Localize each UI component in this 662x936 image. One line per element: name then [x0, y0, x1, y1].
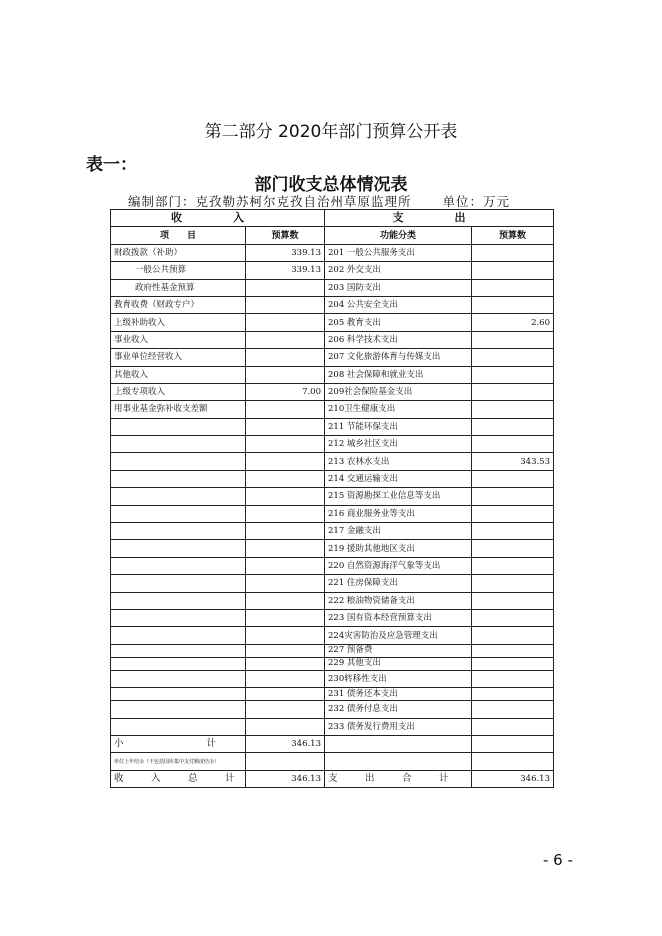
table-row	[111, 488, 554, 505]
income-budget	[246, 670, 325, 687]
income-item	[111, 688, 246, 701]
col-item-header: 项 目	[111, 227, 246, 244]
subtotal-row	[111, 735, 554, 752]
table-row	[111, 644, 554, 657]
table-row	[111, 436, 554, 453]
income-total-value: 346.13	[246, 770, 325, 787]
expense-total-value: 346.13	[472, 770, 554, 787]
table-row	[111, 718, 554, 735]
expense-budget	[472, 609, 554, 626]
expense-function: 216 商业服务业等支出	[325, 505, 472, 522]
income-budget: 339.13	[246, 262, 325, 279]
table-row	[111, 470, 554, 487]
expense-budget	[472, 540, 554, 557]
income-budget	[246, 701, 325, 718]
expense-budget	[472, 523, 554, 540]
expense-budget	[472, 349, 554, 366]
expense-function: 206 科学技术支出	[325, 331, 472, 348]
expense-function: 213 农林水支出	[325, 453, 472, 470]
expense-budget	[472, 688, 554, 701]
expense-budget	[472, 436, 554, 453]
income-budget	[246, 366, 325, 383]
expense-budget: 2.60	[472, 314, 554, 331]
table-row	[111, 314, 554, 331]
table-row	[111, 670, 554, 687]
expense-function: 221 住房保障支出	[325, 575, 472, 592]
expense-budget: 343.53	[472, 453, 554, 470]
income-budget	[246, 609, 325, 626]
income-item	[111, 436, 246, 453]
income-budget: 339.13	[246, 244, 325, 261]
expense-function: 205 教育支出	[325, 314, 472, 331]
expense-budget	[472, 244, 554, 261]
income-budget	[246, 296, 325, 313]
expense-function: 204 公共安全支出	[325, 296, 472, 313]
page-number: - 6 -	[543, 851, 573, 869]
income-item	[111, 627, 246, 644]
expense-budget	[472, 701, 554, 718]
income-item: 一般公共预算	[111, 262, 246, 279]
expense-function: 215 资源勘探工业信息等支出	[325, 488, 472, 505]
table-header-row	[111, 210, 554, 227]
table-label: 表一：	[86, 155, 137, 175]
expense-function: 202 外交支出	[325, 262, 472, 279]
table-row	[111, 366, 554, 383]
table-row	[111, 418, 554, 435]
income-item	[111, 701, 246, 718]
income-item	[111, 418, 246, 435]
expense-budget	[472, 296, 554, 313]
unit-label: 单位：万元	[442, 194, 511, 209]
income-item	[111, 523, 246, 540]
income-budget	[246, 331, 325, 348]
prev-year-row	[111, 753, 554, 770]
expense-function: 210卫生健康支出	[325, 401, 472, 418]
table-row	[111, 575, 554, 592]
expense-budget	[472, 366, 554, 383]
income-item: 财政拨款（补助）	[111, 244, 246, 261]
expense-budget	[472, 592, 554, 609]
income-budget: 7.00	[246, 383, 325, 400]
income-item: 政府性基金预算	[111, 279, 246, 296]
dept-name: 编制部门：克孜勒苏柯尔克孜自治州草原监理所	[128, 194, 412, 209]
income-budget	[246, 401, 325, 418]
expense-budget	[472, 718, 554, 735]
expense-function: 232 债务付息支出	[325, 701, 472, 718]
income-item	[111, 488, 246, 505]
col-function-header: 功能分类	[325, 227, 472, 244]
table-row	[111, 401, 554, 418]
table-row	[111, 540, 554, 557]
income-budget	[246, 314, 325, 331]
col-budget-header: 预算数	[246, 227, 325, 244]
expense-budget	[472, 557, 554, 574]
table-row	[111, 688, 554, 701]
expense-function: 224灾害防治及应急管理支出	[325, 627, 472, 644]
income-item	[111, 670, 246, 687]
table-row	[111, 349, 554, 366]
table-row	[111, 701, 554, 718]
expense-budget	[472, 627, 554, 644]
expense-function: 231 债务还本支出	[325, 688, 472, 701]
table-row	[111, 523, 554, 540]
expense-budget	[472, 505, 554, 522]
expense-function: 229 其他支出	[325, 657, 472, 670]
expense-header: 支 出	[325, 210, 554, 227]
income-budget	[246, 627, 325, 644]
table-title: 部门收支总体情况表	[254, 175, 408, 195]
income-item	[111, 592, 246, 609]
expense-budget	[472, 418, 554, 435]
table-row	[111, 383, 554, 400]
income-item: 上级专项收入	[111, 383, 246, 400]
income-item: 教育收费（财政专户）	[111, 296, 246, 313]
dept-unit-line	[128, 192, 510, 210]
subtotal-label: 小 计	[111, 735, 246, 752]
expense-function: 208 社会保障和就业支出	[325, 366, 472, 383]
table-row	[111, 279, 554, 296]
expense-function: 201 一般公共服务支出	[325, 244, 472, 261]
income-budget	[246, 349, 325, 366]
income-budget	[246, 540, 325, 557]
total-row	[111, 770, 554, 787]
expense-budget	[472, 670, 554, 687]
table-row	[111, 627, 554, 644]
income-item: 上级补助收入	[111, 314, 246, 331]
expense-budget	[472, 331, 554, 348]
col-budget2-header: 预算数	[472, 227, 554, 244]
expense-function: 212 城乡社区支出	[325, 436, 472, 453]
income-budget	[246, 453, 325, 470]
income-item	[111, 557, 246, 574]
column-header-row	[111, 227, 554, 244]
income-budget	[246, 488, 325, 505]
income-item: 其他收入	[111, 366, 246, 383]
income-budget	[246, 657, 325, 670]
income-budget	[246, 644, 325, 657]
expense-function: 222 粮油物资储备支出	[325, 592, 472, 609]
expense-function: 211 节能环保支出	[325, 418, 472, 435]
income-budget	[246, 279, 325, 296]
table-row	[111, 609, 554, 626]
income-budget	[246, 575, 325, 592]
income-budget	[246, 505, 325, 522]
income-item	[111, 505, 246, 522]
expense-function: 203 国防支出	[325, 279, 472, 296]
expense-budget	[472, 262, 554, 279]
table-row	[111, 657, 554, 670]
table-row	[111, 244, 554, 261]
income-item	[111, 470, 246, 487]
table-row	[111, 262, 554, 279]
income-budget	[246, 523, 325, 540]
expense-budget	[472, 279, 554, 296]
expense-budget	[472, 488, 554, 505]
expense-function: 214 交通运输支出	[325, 470, 472, 487]
table-row	[111, 331, 554, 348]
expense-function: 223 国有资本经营预算支出	[325, 609, 472, 626]
expense-function: 220 自然资源海洋气象等支出	[325, 557, 472, 574]
income-item	[111, 575, 246, 592]
income-item	[111, 644, 246, 657]
income-item: 用事业基金弥补收支差额	[111, 401, 246, 418]
income-budget	[246, 592, 325, 609]
income-item: 事业收入	[111, 331, 246, 348]
budget-table	[110, 209, 554, 788]
expense-budget	[472, 383, 554, 400]
income-budget	[246, 470, 325, 487]
expense-function: 209社会保险基金支出	[325, 383, 472, 400]
subtotal-value: 346.13	[246, 735, 325, 752]
income-budget	[246, 418, 325, 435]
table-row	[111, 592, 554, 609]
prev-year-label: 单位上年结余（不包括国库集中支付额度结余）	[111, 753, 246, 770]
income-item	[111, 540, 246, 557]
part-title: 第二部分 2020年部门预算公开表	[204, 122, 458, 142]
income-item	[111, 657, 246, 670]
expense-function: 233 债务发行费用支出	[325, 718, 472, 735]
expense-function: 227 预备费	[325, 644, 472, 657]
expense-function: 217 金融支出	[325, 523, 472, 540]
table-row	[111, 453, 554, 470]
expense-budget	[472, 657, 554, 670]
expense-budget	[472, 575, 554, 592]
expense-budget	[472, 401, 554, 418]
expense-function: 230转移性支出	[325, 670, 472, 687]
income-total-label: 收 入 总 计	[111, 770, 246, 787]
table-row	[111, 505, 554, 522]
income-item	[111, 453, 246, 470]
expense-total-label: 支 出 合 计	[325, 770, 472, 787]
income-budget	[246, 688, 325, 701]
income-budget	[246, 557, 325, 574]
expense-function: 207 文化旅游体育与传媒支出	[325, 349, 472, 366]
expense-budget	[472, 470, 554, 487]
expense-budget	[472, 644, 554, 657]
expense-function: 219 援助其他地区支出	[325, 540, 472, 557]
income-budget	[246, 436, 325, 453]
table-row	[111, 557, 554, 574]
table-row	[111, 296, 554, 313]
income-item	[111, 609, 246, 626]
income-item	[111, 718, 246, 735]
income-item: 事业单位经营收入	[111, 349, 246, 366]
income-header: 收 入	[111, 210, 325, 227]
income-budget	[246, 718, 325, 735]
